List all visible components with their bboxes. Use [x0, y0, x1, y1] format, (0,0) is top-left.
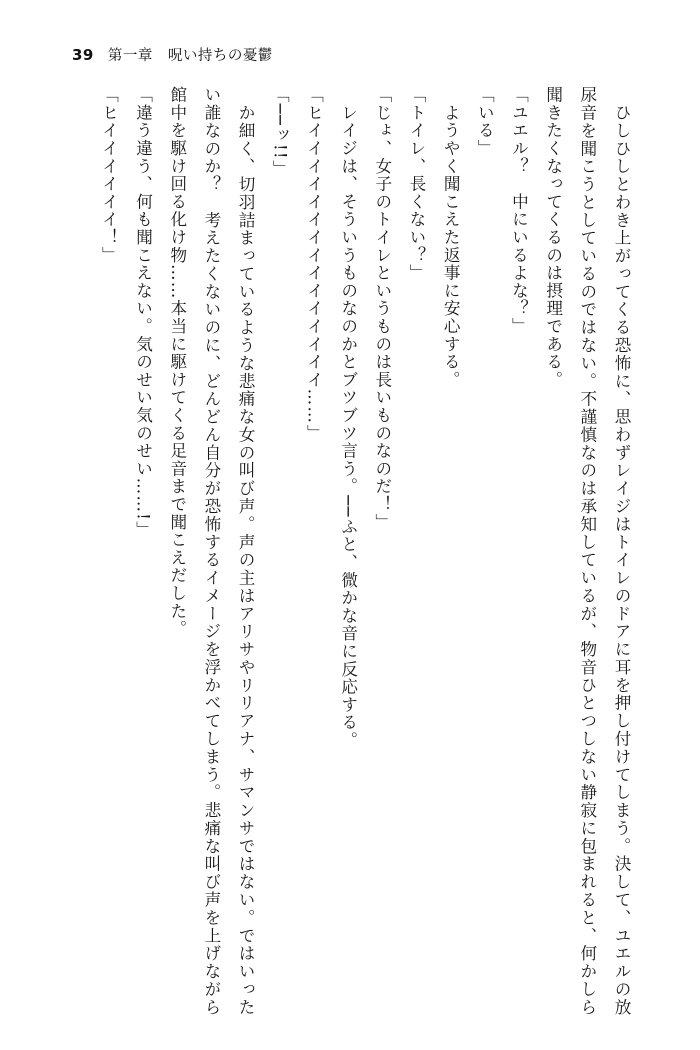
- paragraph: 「ユエル？ 中にいるよな？」: [509, 86, 529, 336]
- paragraph: 「違う違う、何も聞こえない。気のせい気のせい……!」: [133, 86, 153, 539]
- paragraph: 「トイレ、長くない？」: [406, 86, 426, 282]
- paragraph: ひしひしとわき上がってくる恐怖に、思わずレイジはトイレのドアに耳を押し付けてしまう。決して、ユエルの放尿音を聞こうとしているのではない。不謹慎なのは承知しているが、物音ひとつしない静寂に包まれると、何かしら聞きたくなってくるのは摂理である。: [543, 86, 631, 1016]
- paragraph: 「ヒイイイイイイイイイイイイイイイ……」: [304, 86, 324, 442]
- paragraph: 「いる」: [475, 86, 495, 158]
- page-number: 39: [72, 46, 94, 64]
- chapter-title: 第一章 呪い持ちの憂鬱: [107, 48, 273, 64]
- paragraph: 「──ッ!!」: [270, 86, 290, 178]
- body-text: [72, 86, 638, 1016]
- paragraph: 「ヒイイイイイイ！」: [99, 86, 119, 264]
- page-header: [72, 44, 273, 65]
- paragraph: ようやく聞こえた返事に安心する。: [441, 86, 461, 389]
- paragraph: 「じょ、女子のトイレというものは長いものなのだ！」: [372, 86, 392, 531]
- paragraph: か細く、切羽詰まっているような悲痛な女の叫び声。声の主はアリサやリリアナ、サマンサではない。ではいったい誰なのか？ 考えたくないのに、どんどん自分が恐怖するイメージを浮かべてしまう。悲痛な叫び声を上げながら館中を駆け回る化け物……本当に駆けてくる足音まで聞こえだした。: [167, 86, 256, 1016]
- paragraph: レイジは、そういうものなのかとブツブツ言う。──ふと、微かな音に反応する。: [338, 86, 358, 750]
